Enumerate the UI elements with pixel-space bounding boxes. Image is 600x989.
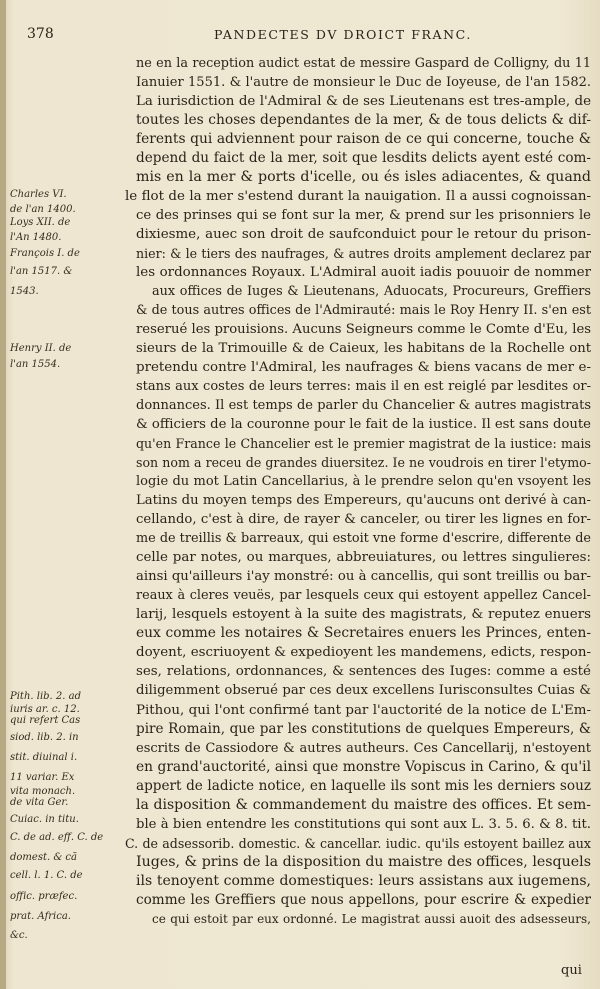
text-line: pire Romain, que par les constitutions de quelques Empereurs, & — [136, 721, 591, 737]
text-line: depend du faict de la mer, soit que lesdits delicts ayent esté com- — [136, 150, 591, 166]
side-note: l'an 1517. & — [10, 266, 73, 277]
side-note: François I. de — [10, 248, 80, 259]
text-line: aux offices de Iuges & Lieutenans, Aduocats, Procureurs, Greffiers — [152, 284, 591, 299]
text-line: logie du mot Latin Cancellarius, à le prendre selon qu'en vsoyent les — [136, 474, 591, 489]
text-line: toutes les choses dependantes de la mer, & de tous delicts & dif- — [136, 112, 591, 128]
text-line: reserué les prouisions. Aucuns Seigneurs comme le Comte d'Eu, les — [136, 322, 591, 337]
text-line: pretendu contre l'Admiral, les naufrages & biens vacans de mer e- — [136, 360, 591, 375]
running-head: PANDECTES DV DROICT FRANC. — [214, 27, 472, 42]
text-line: stans aux costes de leurs terres: mais il en est reiglé par lesdites or- — [136, 379, 591, 394]
side-note: Henry II. de — [10, 343, 72, 354]
side-note: cell. l. 1. C. de — [10, 870, 83, 881]
text-line: mis en la mer & ports d'icelle, ou és isles adiacentes, & quand — [136, 169, 591, 185]
side-note: Pith. lib. 2. ad — [10, 691, 81, 702]
side-note: Cuiac. in titu. — [10, 814, 79, 825]
text-line: ce des prinses qui se font sur la mer, & prend sur les prisonniers le — [136, 208, 591, 223]
text-line: diligemment obserué par ces deux excellens Iurisconsultes Cuias & — [136, 683, 591, 698]
text-line: larij, lesquels estoyent à la suite des magistrats, & reputez enuers — [136, 607, 591, 622]
text-line: en grand'auctorité, ainsi que monstre Vopiscus in Carino, & qu'il — [136, 759, 591, 775]
side-note: offic. præfec. — [10, 891, 78, 902]
text-line: le flot de la mer s'estend durant la nauigation. Il a aussi cognoissan- — [125, 189, 591, 204]
side-note: de l'an 1400. — [10, 204, 76, 215]
text-line: C. de adsessorib. domestic. & cancellar. iudic. qu'ils estoyent baillez aux — [125, 836, 591, 851]
text-line: doyent, escriuoyent & expedioyent les mandemens, edicts, respon- — [136, 645, 591, 660]
text-line: cellando, c'est à dire, de rayer & canceler, ou tirer les lignes en for- — [136, 512, 591, 527]
side-note: stit. diuinal i. — [10, 752, 78, 763]
text-line: donnances. Il est temps de parler du Chancelier & autres magistrats — [136, 398, 591, 413]
text-line: Iuges, & prins de la disposition du maistre des offices, lesquels — [136, 854, 591, 870]
text-line: Latins du moyen temps des Empereurs, qu'aucuns ont derivé à can- — [136, 493, 591, 508]
text-line: la disposition & commandement du maistre des offices. Et sem- — [136, 797, 591, 813]
side-note: Charles VI. — [10, 189, 67, 200]
side-note: prat. Africa. — [10, 911, 71, 922]
side-note: 1543. — [10, 286, 39, 297]
text-line: nier: & le tiers des naufrages, & autres droits amplement declarez par — [136, 246, 591, 261]
text-line: & de tous autres offices de l'Admirauté: mais le Roy Henry II. s'en est — [136, 303, 591, 318]
text-line: comme les Greffiers que nous appellons, pour escrire & expedier — [136, 892, 591, 908]
text-line: appert de ladicte notice, en laquelle ils sont mis les derniers souz — [136, 778, 591, 794]
side-note: Loys XII. de — [10, 217, 71, 228]
side-note: vita monach. — [10, 786, 76, 797]
text-line: reaux à cleres veuës, par lesquels ceux qui estoyent appellez Cancel- — [136, 588, 591, 603]
text-line: Ianuier 1551. & l'autre de monsieur le Duc de Ioyeuse, de l'an 1582. — [136, 75, 591, 90]
text-line: celle par notes, ou marques, abbreuiatures, ou lettres singulieres: — [136, 550, 591, 565]
text-line: sieurs de la Trimouille & de Caieux, les habitans de la Rochelle ont — [136, 341, 591, 356]
text-line: ainsi qu'ailleurs i'ay monstré: ou à cancellis, qui sont treillis ou bar- — [136, 569, 591, 584]
side-note: de vita Ger. — [10, 797, 69, 808]
text-line: Pithou, qui l'ont confirmé tant par l'auctorité de la notice de L'Em- — [136, 703, 591, 718]
page-header — [0, 26, 600, 48]
text-line: escrits de Cassiodore & autres autheurs. Ces Cancellarij, n'estoyent — [136, 741, 591, 756]
text-line: La iurisdiction de l'Admiral & de ses Lieutenans est tres-ample, de — [136, 94, 591, 109]
text-line: eux comme les notaires & Secretaires enuers les Princes, enten- — [136, 625, 591, 641]
text-line: ferents qui adviennent pour raison de ce qui concerne, touche & — [136, 131, 591, 147]
side-note: domest. & cã — [10, 852, 77, 863]
text-line: dixiesme, auec son droit de saufconduict pour le retour du prison- — [136, 227, 591, 242]
side-note: iuris ar. c. 12. — [10, 704, 80, 715]
side-note: 11 variar. Ex — [10, 772, 75, 783]
text-line: & officiers de la couronne pour le fait de la iustice. Il est sans doute — [136, 417, 591, 432]
text-line: les ordonnances Royaux. L'Admiral auoit iadis pouuoir de nommer — [136, 265, 591, 280]
side-note: l'An 1480. — [10, 232, 62, 243]
text-line: ils tenoyent comme domestiques: leurs assistans aux iugemens, — [136, 873, 591, 889]
text-line: ne en la reception audict estat de messire Gaspard de Colligny, du 11 — [136, 56, 591, 71]
page-gutter — [0, 0, 6, 989]
side-note: siod. lib. 2. in — [10, 732, 79, 743]
side-note: qui refert Cas — [10, 715, 81, 726]
page-number: 378 — [27, 26, 54, 42]
text-line: ses, relations, ordonnances, & sentences des Iuges: comme a esté — [136, 664, 591, 679]
catchword: qui — [561, 963, 582, 978]
side-note: C. de ad. eff. C. de — [10, 832, 104, 843]
side-note: l'an 1554. — [10, 359, 61, 370]
text-line: son nom a receu de grandes diuersitez. Ie ne voudrois en tirer l'etymo- — [136, 455, 591, 470]
text-line: ble à bien entendre les constitutions qui sont aux L. 3. 5. 6. & 8. tit. — [136, 817, 591, 832]
text-line: ce qui estoit par eux ordonné. Le magistrat aussi auoit des adsesseurs, — [152, 912, 591, 926]
text-line: me de treillis & barreaux, qui estoit vne forme d'escrire, differente de — [136, 531, 591, 546]
side-note: &c. — [10, 930, 28, 941]
text-line: qu'en France le Chancelier est le premier magistrat de la iustice: mais — [136, 436, 591, 451]
